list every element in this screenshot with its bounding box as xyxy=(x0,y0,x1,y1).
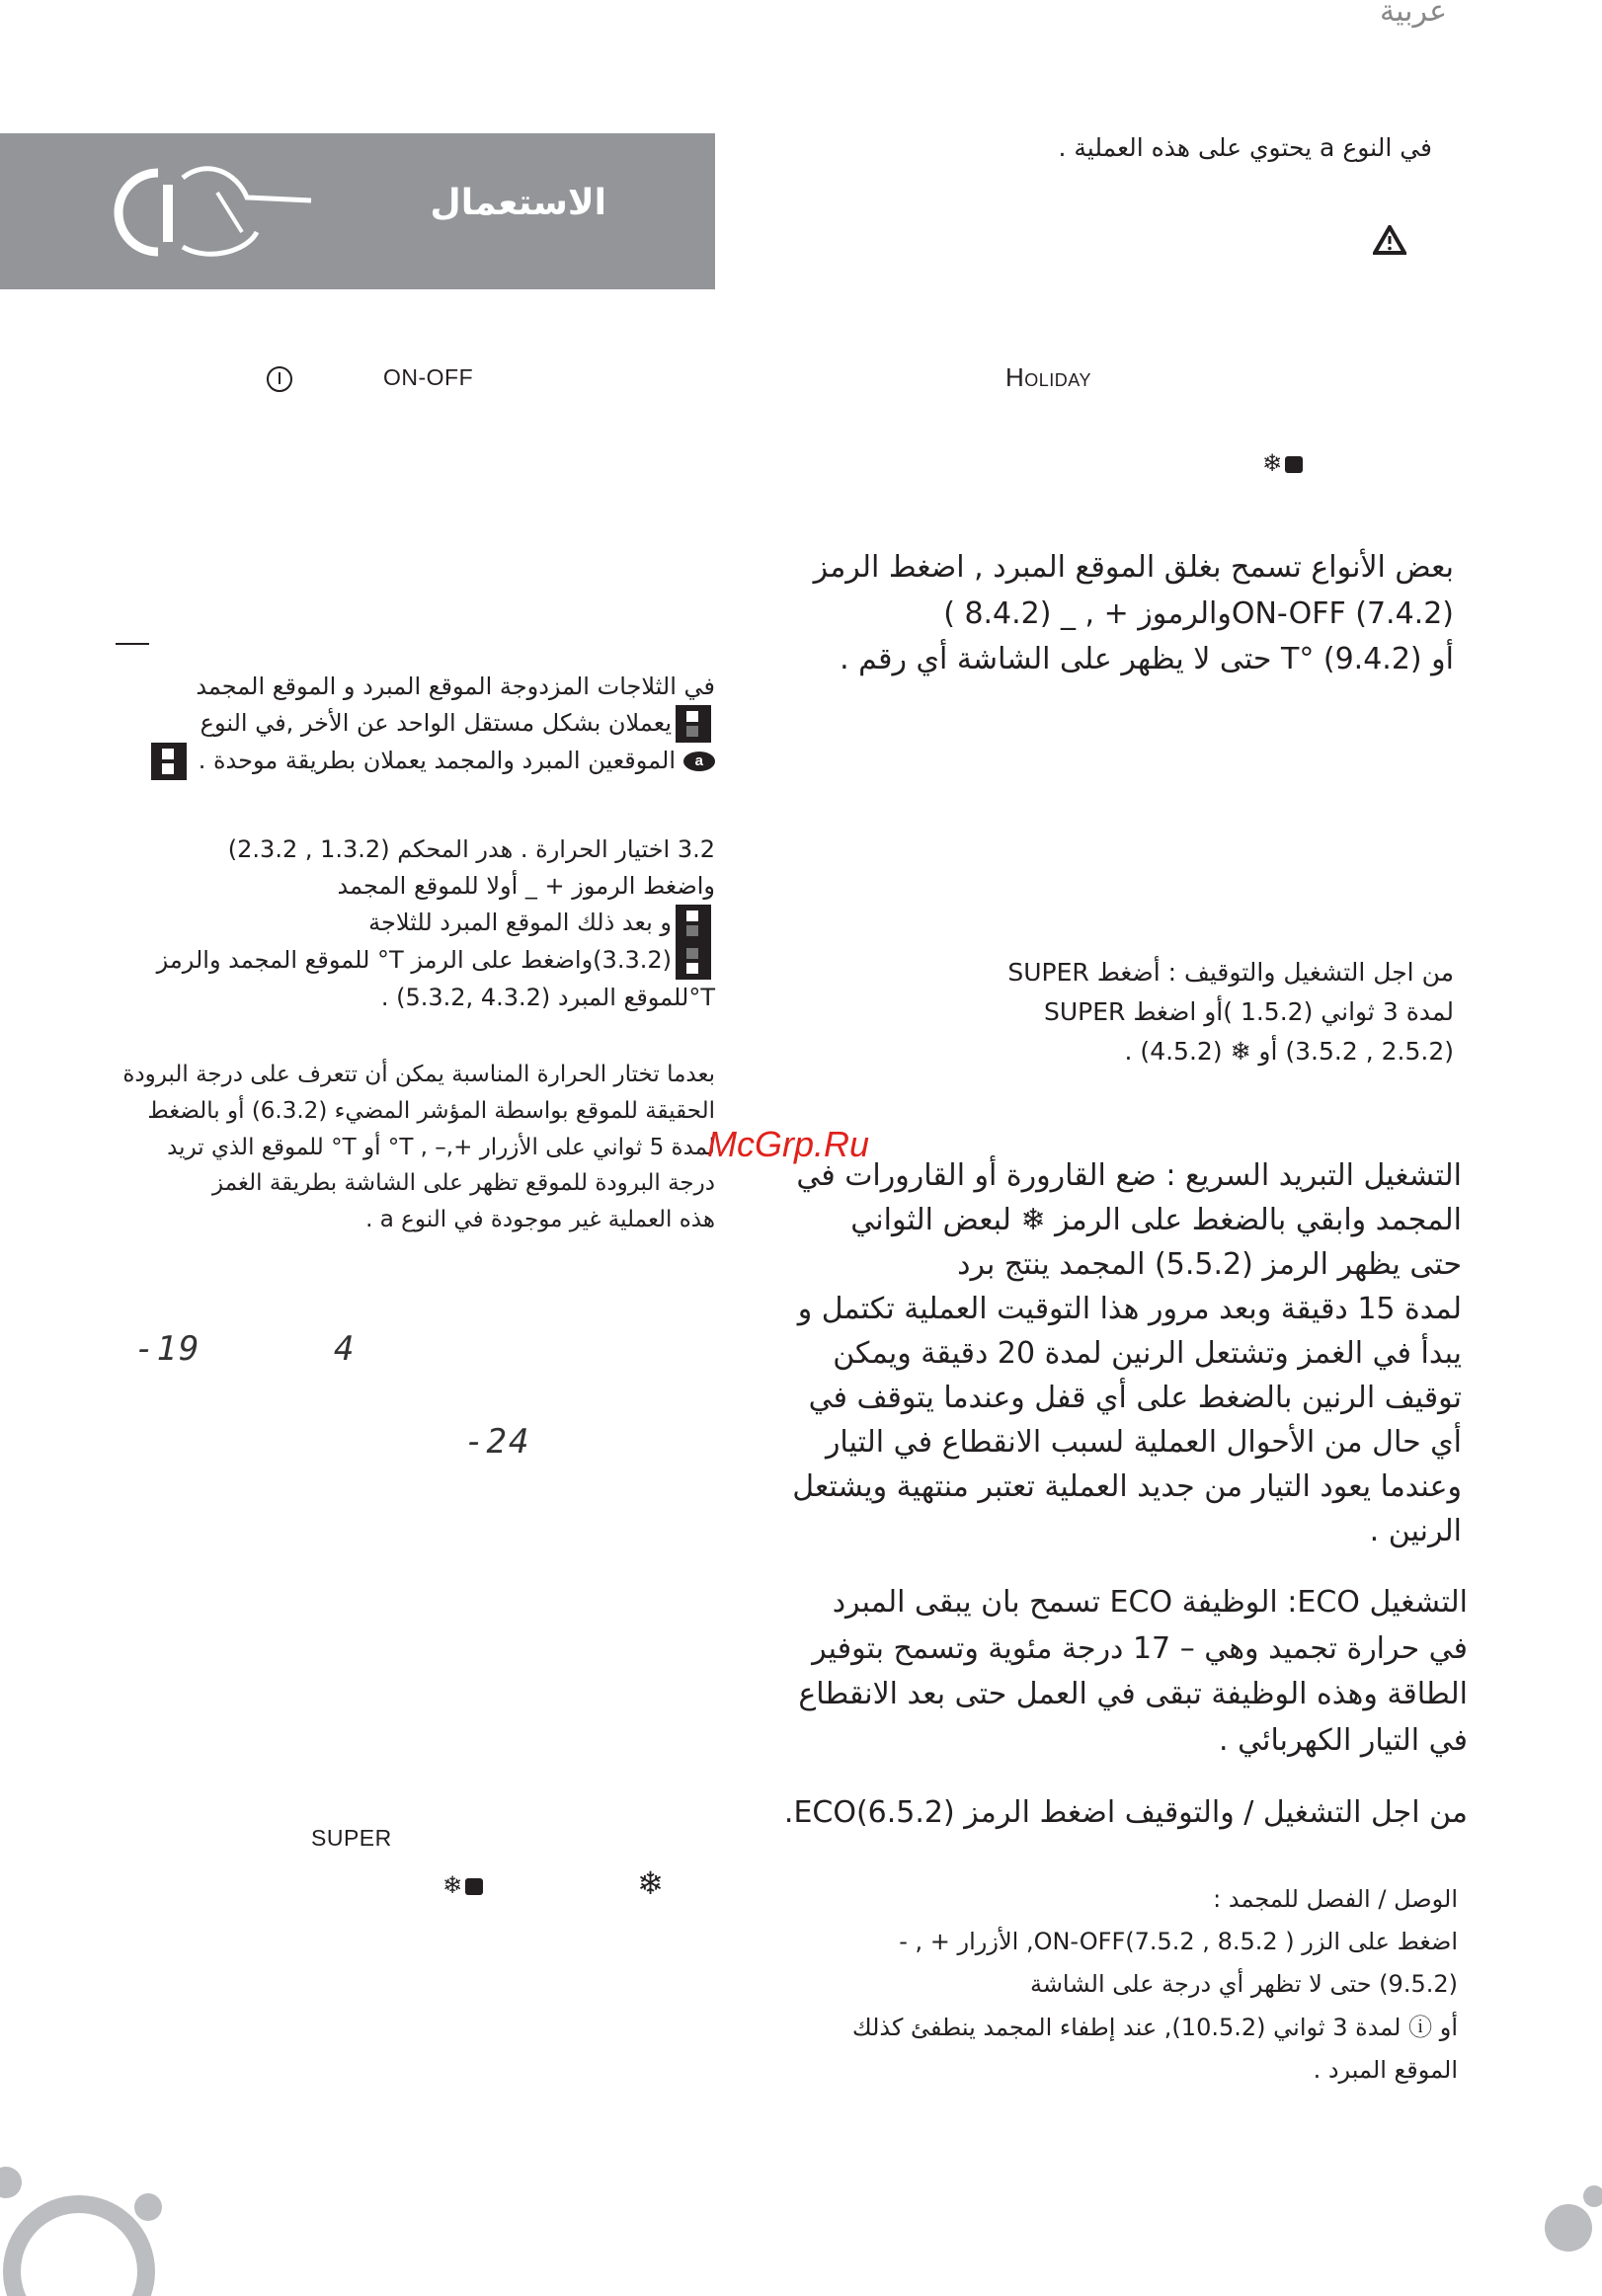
text-line: وعندما يعود التيار من جديد العملية تعتبر منتهية ويشتعل xyxy=(792,1469,1462,1504)
freezer-temperature-display: -19 xyxy=(134,1329,201,1369)
type-a-badge: a xyxy=(683,752,715,771)
text-line: بعدما تختار الحرارة المناسبة يمكن أن تتعرف على درجة البرودة xyxy=(122,1062,715,1087)
intro-note: في النوع a يحتوي على هذه العملية . xyxy=(1058,133,1432,162)
hand-press-icon xyxy=(99,153,326,272)
text-line: يبدأ في الغمز وتشتعل الرنين لمدة 20 دقيقة ويمكن xyxy=(833,1336,1462,1371)
text-line: المجمد وابقي بالضغط على الرمز ❄ لبعض الثواني xyxy=(850,1203,1462,1237)
text-line: 3.2 اختيار الحرارة . هدر المحكم (1.3.2 , 2.3.2) xyxy=(227,835,715,863)
super-label: SUPER xyxy=(311,1825,392,1851)
text-line: اضغط على الزر ON-OFF(7.5.2 , 8.5.2 ), الأزرار + , - xyxy=(899,1928,1458,1956)
text-line: درجة البرودة للموقع تظهر على الشاشة بطريقة الغمز xyxy=(212,1170,715,1197)
holiday-label: Holiday xyxy=(1005,362,1091,392)
freezer-compartment-icon xyxy=(676,705,711,743)
suitcase-icon xyxy=(1285,456,1303,473)
text-line: التشغيل ECO: الوظيفة ECO تسمح بان يبقى المبرد xyxy=(832,1585,1468,1620)
text-line: الطاقة وهذه الوظيفة تبقى في العمل حتى بعد الانقطاع xyxy=(798,1677,1468,1711)
text-line: أي حال من الأحوال العملية لسبب الانقطاع في التيار xyxy=(825,1425,1462,1460)
language-label: عربية xyxy=(1380,0,1447,29)
snowflake-icon: ❄ xyxy=(442,1871,463,1899)
text-line: من اجل التشغيل والتوقيف : أضغط SUPER xyxy=(1007,958,1454,987)
text-line: أو ⓘ لمدة 3 ثواني (10.5.2), عند إطفاء المجمد ينطفئ كذلك xyxy=(851,2013,1458,2041)
text-line: لمدة 15 دقيقة وبعد مرور هذا التوقيت العملية تكتمل و xyxy=(797,1292,1462,1326)
text-line: ON-OFF (7.4.2)والرموز + , _ (8.4.2 ) xyxy=(943,595,1454,631)
eco-toggle-instruction: من اجل التشغيل / والتوقيف اضغط الرمز ECO(6.5.2). xyxy=(783,1795,1468,1830)
text-line: a الموقعين المبرد والمجمد يعملان بطريقة موحدة . xyxy=(103,743,715,780)
holiday-mode-icon xyxy=(1262,449,1303,477)
text-line: و بعد ذلك الموقع المبرد للثلاجة xyxy=(83,905,715,942)
text-line: التشغيل التبريد السريع : ضع القارورة أو القارورات في xyxy=(796,1158,1462,1193)
super-paragraph xyxy=(861,953,1454,1071)
warning-icon xyxy=(1373,225,1406,255)
eco-paragraph xyxy=(776,1580,1468,1764)
fast-cooling-paragraph xyxy=(770,1153,1462,1553)
snowflake-icon: ❄ xyxy=(1262,449,1283,477)
power-icon xyxy=(265,364,294,394)
text-line: لمدة 5 ثواني على الأزرار +,– , T° أو T° للموقع الذي تريد xyxy=(167,1134,715,1160)
temperature-selection-paragraph xyxy=(83,831,715,1017)
text-line: (9.5.2) حتى لا تظهر أي درجة على الشاشة xyxy=(1029,1970,1458,1999)
text-line: لمدة 3 ثواني (1.5.2 )أو اضغط SUPER xyxy=(1043,997,1454,1026)
text-line: T°للموقع المبرد (4.3.2 ,5.3.2) . xyxy=(380,984,715,1012)
watermark: McGrp.Ru xyxy=(707,1124,870,1164)
text-line: (2.5.2 , 3.5.2) أو ❄ (4.5.2) . xyxy=(1124,1037,1454,1066)
fridge-compartment-icon xyxy=(676,942,711,980)
decorative-circles-right xyxy=(1531,2163,1602,2296)
text-line: توقيف الرنين بالضغط على أي قفل وعندما يتوقف في xyxy=(808,1381,1462,1415)
real-temperature-paragraph xyxy=(63,1057,715,1238)
on-off-label: ON-OFF xyxy=(383,364,474,390)
freezer-onoff-paragraph xyxy=(766,1878,1458,2092)
freezer-temperature-display-2: -24 xyxy=(464,1422,531,1462)
dual-fridge-paragraph xyxy=(103,669,715,780)
text-line: يعملان بشكل مستقل الواحد عن الأخر ,في النوع xyxy=(103,705,715,743)
text-line: بعض الأنواع تسمح بغلق الموقع المبرد , اضغط الرمز xyxy=(813,550,1454,585)
banner-title: الاستعمال xyxy=(430,183,606,223)
text-line: في الثلاجات المزدوجة الموقع المبرد و الموقع المجمد xyxy=(196,673,715,700)
fridge-freezer-icon xyxy=(151,743,187,780)
holiday-mode-icon xyxy=(442,1871,483,1899)
fridge-temperature-display: 4 xyxy=(334,1329,357,1369)
freezer-compartment-icon xyxy=(676,905,711,942)
text-line: واضغط الرموز + _ أولا للموقع المجمد xyxy=(337,872,715,901)
text-line: أو T° (9.4.2) حتى لا يظهر على الشاشة أي رقم . xyxy=(840,642,1454,676)
text-line: الرنين . xyxy=(1369,1514,1462,1548)
text-line: حتى يظهر الرمز (5.5.2) المجمد ينتج برد xyxy=(957,1247,1462,1282)
snowflake-icon: ❄ xyxy=(637,1864,664,1902)
text-line: الوصل / الفصل للمجمد : xyxy=(1213,1885,1458,1913)
holiday-paragraph xyxy=(762,545,1454,683)
text-line: هذه العملية غير موجودة في النوع a . xyxy=(365,1207,715,1233)
suitcase-icon xyxy=(465,1878,483,1895)
dash-mark xyxy=(116,643,149,645)
decorative-circles-left xyxy=(0,2163,198,2296)
text-line: في حرارة تجميد وهي – 17 درجة مئوية وتسمح بتوفير xyxy=(812,1630,1468,1666)
text-line: (3.3.2)واضغط على الرمز T° للموقع المجمد والرمز xyxy=(83,942,715,980)
text-line: الموقع المبرد . xyxy=(1313,2055,1458,2084)
text-line: الحقيقة للموقع بواسطة المؤشر المضيء (6.3.2) أو بالضغط xyxy=(147,1097,715,1124)
section-banner xyxy=(0,133,715,289)
text-line: في التيار الكهربائي . xyxy=(1219,1722,1468,1758)
